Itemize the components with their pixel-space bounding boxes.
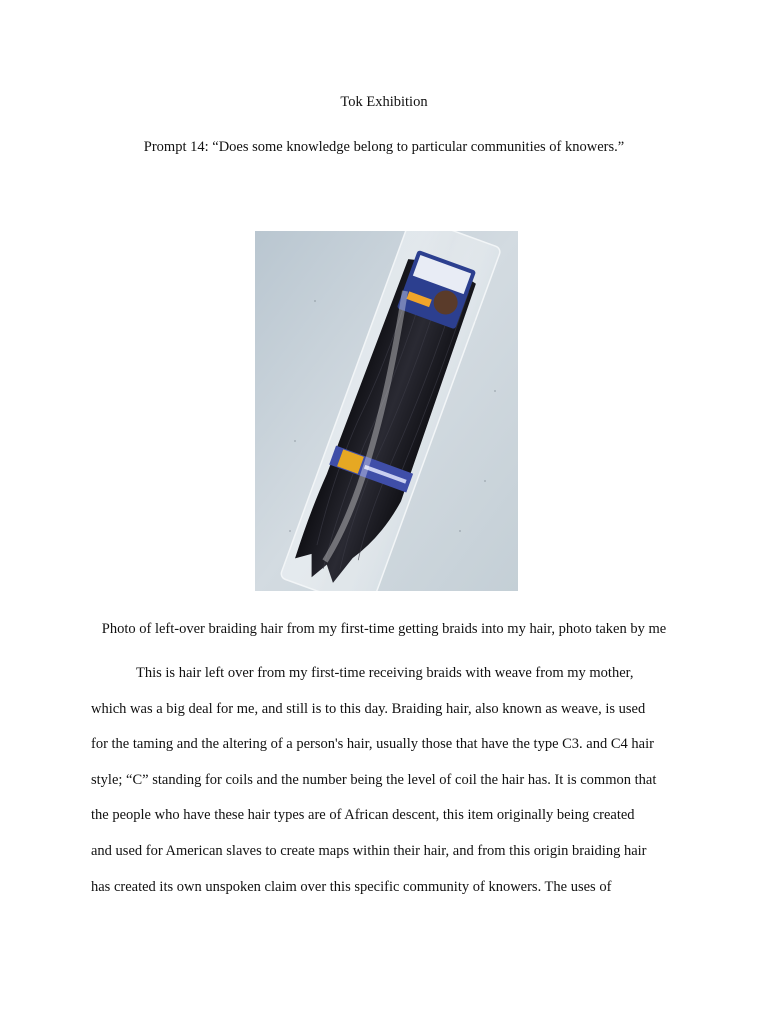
paragraph-line: the people who have these hair types are of African descent, this item originally being created <box>91 807 635 824</box>
paragraph-line: style; “C” standing for coils and the number being the level of coil the hair has. It is common that <box>91 771 657 788</box>
paragraph-line: and used for American slaves to create maps within their hair, and from this origin braiding hair <box>91 842 647 859</box>
paragraph-line: which was a big deal for me, and still is to this day. Braiding hair, also known as weave, is used <box>91 700 646 717</box>
paragraph-line: for the taming and the altering of a person's hair, usually those that have the type C3. and C4 hair <box>91 736 654 753</box>
braiding-hair-photo <box>255 231 518 591</box>
paragraph-line: This is hair left over from my first-time receiving braids with weave from my mother, <box>136 665 634 681</box>
prompt-line: Prompt 14: “Does some knowledge belong to particular communities of knowers.” <box>143 139 625 155</box>
braiding-hair-package-icon <box>255 231 518 591</box>
photo-caption: Photo of left-over braiding hair from my first-time getting braids into my hair, photo taken by me <box>101 621 667 637</box>
document-title: Tok Exhibition <box>340 94 428 110</box>
body-paragraph <box>91 656 681 905</box>
paragraph-line: has created its own unspoken claim over this specific community of knowers. The uses of <box>91 878 612 895</box>
